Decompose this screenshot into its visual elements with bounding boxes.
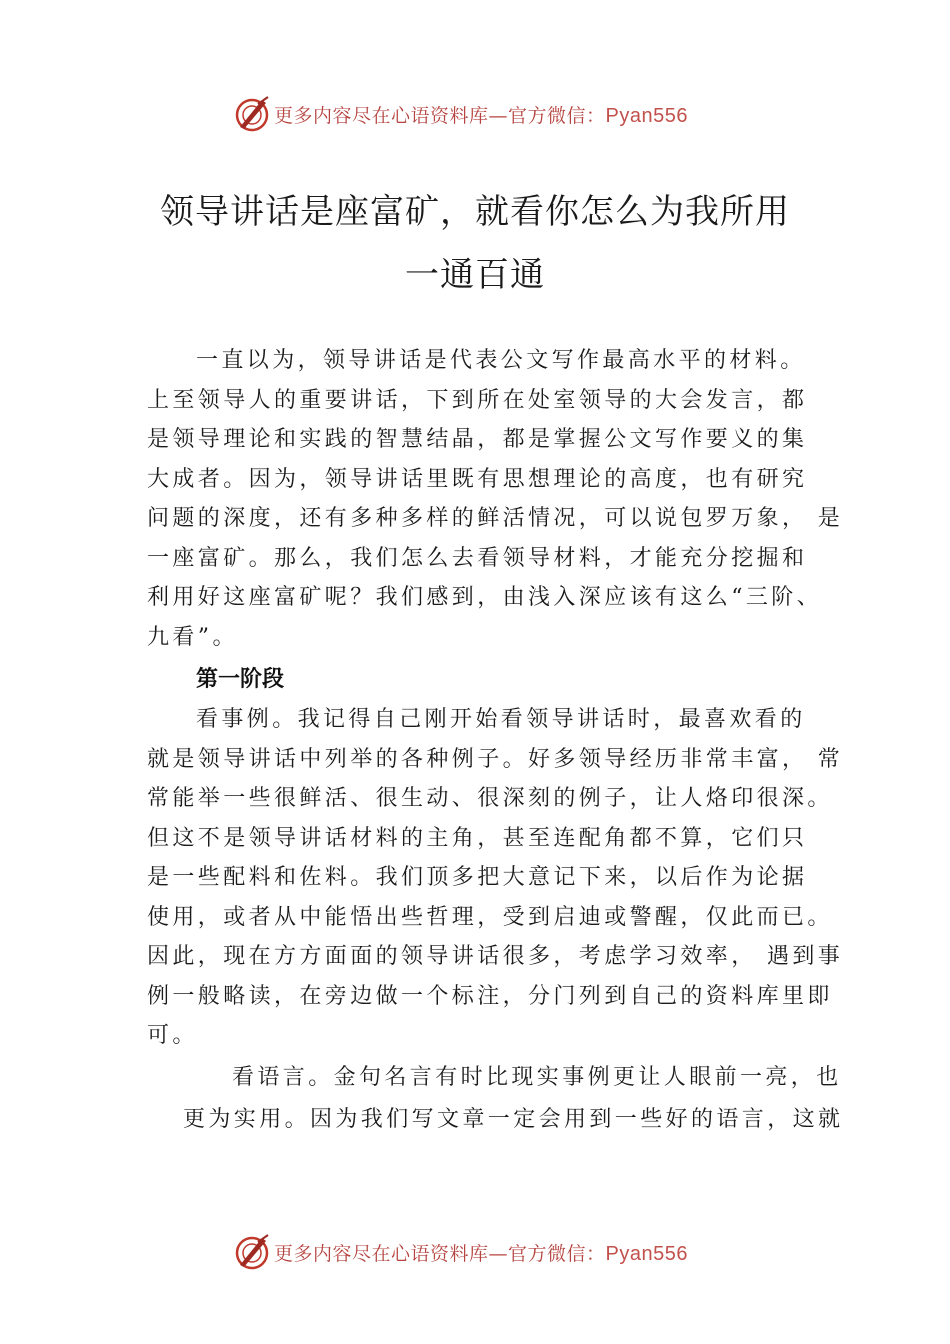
text-line: 看语言。金句名言有时比现实事例更让人眼前一亮，也 bbox=[232, 1065, 842, 1090]
text-line: 九看”。 bbox=[147, 625, 238, 650]
quill-logo-icon bbox=[232, 94, 272, 134]
footer-banner bbox=[0, 1230, 950, 1274]
text-line: 常能举一些很鲜活、很生动、很深刻的例子，让人烙印很深。 bbox=[147, 786, 833, 811]
text-line: 大成者。因为，领导讲话里既有思想理论的高度，也有研究 bbox=[147, 467, 808, 492]
document-title-line2: 一通百通 bbox=[405, 255, 545, 295]
text-line: 看事例。我记得自己刚开始看领导讲话时，最喜欢看的 bbox=[196, 707, 806, 732]
text-line: 因此，现在方方面面的领导讲话很多，考虑学习效率， 遇到事 bbox=[147, 944, 844, 969]
section-heading: 第一阶段 bbox=[196, 667, 285, 692]
wechat-id: Pyan556 bbox=[605, 1242, 688, 1265]
text-line: 一座富矿。那么，我们怎么去看领导材料，才能充分挖掘和 bbox=[147, 546, 808, 571]
document-title-line1: 领导讲话是座富矿，就看你怎么为我所用 bbox=[160, 192, 790, 232]
text-line: 是领导理论和实践的智慧结晶，都是掌握公文写作要义的集 bbox=[147, 427, 808, 452]
wechat-id: Pyan556 bbox=[605, 104, 688, 127]
text-line: 例一般略读，在旁边做一个标注，分门列到自己的资料库里即 bbox=[147, 984, 833, 1009]
text-line: 上至领导人的重要讲话，下到所在处室领导的大会发言，都 bbox=[147, 388, 808, 413]
text-line: 问题的深度，还有多种多样的鲜活情况，可以说包罗万象， 是 bbox=[147, 506, 844, 531]
text-line: 就是领导讲话中列举的各种例子。好多领导经历非常丰富， 常 bbox=[147, 747, 844, 772]
text-line: 可。 bbox=[147, 1023, 198, 1048]
text-line: 更为实用。因为我们写文章一定会用到一些好的语言，这就 bbox=[183, 1107, 844, 1132]
header-banner bbox=[0, 92, 950, 136]
text-line: 使用，或者从中能悟出些哲理，受到启迪或警醒，仅此而已。 bbox=[147, 905, 833, 930]
text-line: 利用好这座富矿呢？我们感到，由浅入深应该有这么“三阶、 bbox=[147, 585, 823, 610]
quill-logo-icon bbox=[232, 1232, 272, 1272]
text-line: 是一些配料和佐料。我们顶多把大意记下来，以后作为论据 bbox=[147, 865, 808, 890]
text-line: 但这不是领导讲话材料的主角，甚至连配角都不算，它们只 bbox=[147, 826, 808, 851]
banner-text: 更多内容尽在心语资料库—官方微信：Pyan556 bbox=[274, 1242, 688, 1265]
banner-text: 更多内容尽在心语资料库—官方微信：Pyan556 bbox=[274, 104, 688, 127]
text-line: 一直以为，领导讲话是代表公文写作最高水平的材料。 bbox=[196, 348, 806, 373]
